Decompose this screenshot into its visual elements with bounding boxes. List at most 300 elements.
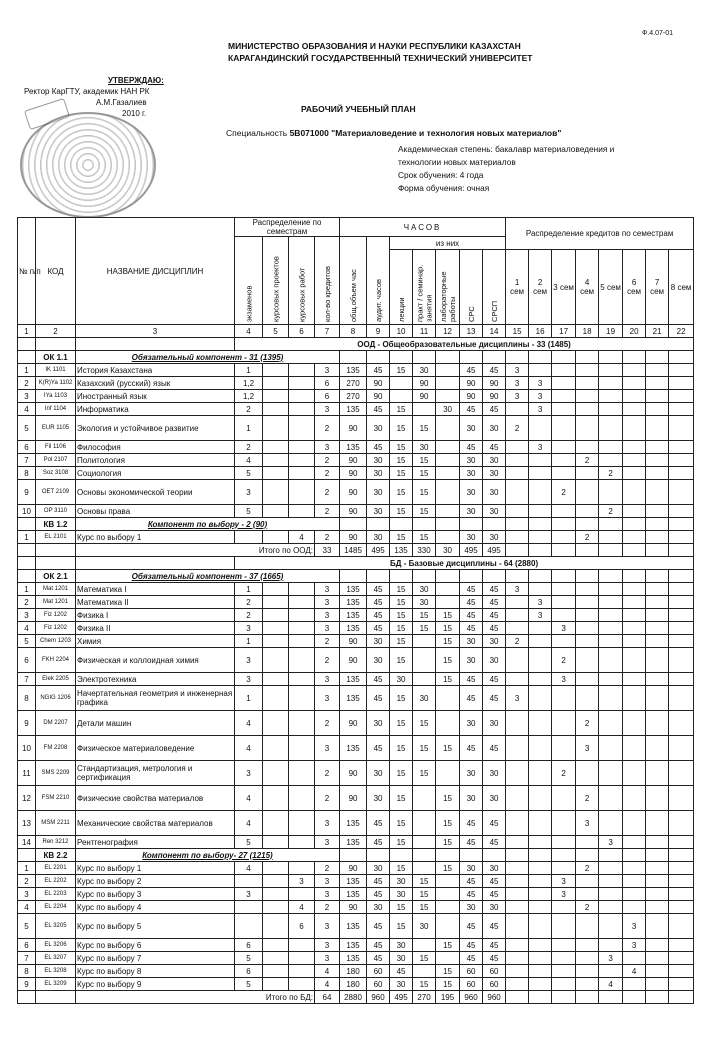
sem-3-credits [552,403,576,416]
course-work [289,761,315,786]
class-hours: 30 [367,531,390,544]
header-class-hours: аудит. часов [367,237,390,325]
course-project [263,403,289,416]
discipline-code: FKH 2204 [36,648,76,673]
exam-semester: 4 [235,711,263,736]
discipline-code: IYa 1103 [36,390,76,403]
component-header-row [18,518,694,531]
cell-empty [506,849,529,862]
header-credits: кол-во кредитов [315,237,340,325]
exam-semester: 4 [235,786,263,811]
sem-2-credits [529,901,552,914]
total-hours: 135 [340,888,367,901]
course-project [263,648,289,673]
lectures: 15 [390,836,413,849]
sem-6-credits [623,635,646,648]
srs: 45 [460,811,483,836]
sem-8-credits [669,454,694,467]
sem-7-credits [646,786,669,811]
specialty-label: Специальность [226,128,288,138]
sem-6-credits [623,403,646,416]
total-hours: 90 [340,467,367,480]
lectures: 15 [390,648,413,673]
header-lectures: лекции [390,250,413,325]
sem-2-credits [529,364,552,377]
table-row [18,622,694,635]
sem-4-credits: 2 [576,711,599,736]
discipline-name: Электротехника [76,673,235,686]
section-band-row [18,557,694,570]
sem-2-credits: 3 [529,377,552,390]
discipline-name: Курс по выбору 5 [76,914,235,939]
discipline-code: EL 2201 [36,862,76,875]
srsp: 45 [483,914,506,939]
header-srsp: СРСП [483,250,506,325]
course-work [289,390,315,403]
row-number: 1 [18,364,36,377]
sem-7-credits [646,596,669,609]
sem-5-credits [599,622,623,635]
sem-3-credits [552,836,576,849]
sem-5-credits [599,377,623,390]
exam-semester: 5 [235,505,263,518]
discipline-code: Elek 2205 [36,673,76,686]
component-header-row [18,351,694,364]
sem-1-credits [506,441,529,454]
credits: 3 [315,914,340,939]
credits: 3 [315,888,340,901]
discipline-name: Физическая и коллоидная химия [76,648,235,673]
header-semester-dist: Распределение по семестрам [235,218,340,237]
course-work [289,711,315,736]
discipline-name: Казахский (русский) язык [76,377,235,390]
srsp: 30 [483,635,506,648]
practice [413,403,436,416]
sem-2-credits: 3 [529,403,552,416]
practice: 30 [413,596,436,609]
sem-7-credits [646,978,669,991]
credits: 3 [315,622,340,635]
lectures: 30 [390,952,413,965]
section-band-row [18,338,694,351]
cell-empty [390,351,413,364]
sem-3-credits [552,914,576,939]
srs: 30 [460,711,483,736]
row-number: 11 [18,761,36,786]
class-hours: 45 [367,875,390,888]
cell-empty [390,570,413,583]
cell-empty [599,849,623,862]
sem-1-credits: 3 [506,583,529,596]
cell-empty [646,351,669,364]
sem-5-credits [599,403,623,416]
course-work [289,583,315,596]
sem-3-credits [552,377,576,390]
column-number: 13 [460,325,483,338]
row-number: 9 [18,480,36,505]
sem-5-credits [599,480,623,505]
row-number: 5 [18,635,36,648]
row-number: 7 [18,952,36,965]
sem-4-credits [576,390,599,403]
sem-2-credits [529,978,552,991]
row-number: 4 [18,622,36,635]
sem-1-credits [506,786,529,811]
total-hours: 270 [340,390,367,403]
class-hours: 30 [367,862,390,875]
class-hours: 45 [367,939,390,952]
header-labs: лабораторные работы [436,250,460,325]
cell-empty [36,338,76,351]
table-row [18,416,694,441]
sem-5-credits [599,416,623,441]
cell-empty [36,991,76,1004]
exam-semester: 6 [235,965,263,978]
table-row [18,403,694,416]
sem-2-credits: 3 [529,609,552,622]
exam-semester: 3 [235,761,263,786]
labs [436,441,460,454]
sem-1-credits [506,965,529,978]
total-value: 2880 [340,991,367,1004]
credits: 3 [315,673,340,686]
cell-empty [599,518,623,531]
approval-year: 2010 г. [122,109,147,118]
table-row [18,441,694,454]
lectures: 15 [390,505,413,518]
total-hours: 135 [340,622,367,635]
exam-semester: 6 [235,939,263,952]
srs: 60 [460,978,483,991]
discipline-name: Механические свойства материалов [76,811,235,836]
class-hours: 45 [367,441,390,454]
course-project [263,862,289,875]
exam-semester: 5 [235,952,263,965]
sem-1-credits [506,862,529,875]
cell-empty [669,518,694,531]
discipline-code: OET 2109 [36,480,76,505]
component-title: Компонент по выбору- 27 (1215) [76,849,340,862]
sem-7-credits [646,531,669,544]
lectures: 15 [390,403,413,416]
row-number: 2 [18,377,36,390]
sem-1-credits [506,467,529,480]
cell-empty [552,544,576,557]
srsp: 30 [483,786,506,811]
sem-6-credits [623,836,646,849]
practice [413,786,436,811]
sem-4-credits [576,673,599,686]
component-code: КВ 2.2 [36,849,76,862]
sem-6-credits [623,622,646,635]
lectures: 15 [390,441,413,454]
exam-semester: 3 [235,888,263,901]
class-hours: 30 [367,648,390,673]
course-work [289,939,315,952]
sem-4-credits [576,686,599,711]
class-hours: 30 [367,786,390,811]
credits: 3 [315,836,340,849]
discipline-code: Mat 1201 [36,596,76,609]
course-project [263,761,289,786]
sem-7-credits [646,761,669,786]
cell-empty [36,557,76,570]
course-project [263,875,289,888]
sem-1-credits [506,736,529,761]
discipline-name: Курс по выбору 9 [76,978,235,991]
cell-empty [669,544,694,557]
sem-3-credits [552,862,576,875]
cell-empty [552,570,576,583]
discipline-name: Курс по выбору 1 [76,862,235,875]
sem-1-credits [506,901,529,914]
sem-3-credits [552,596,576,609]
lectures: 15 [390,596,413,609]
sem-2-credits [529,952,552,965]
labs: 15 [436,939,460,952]
sem-6-credits [623,761,646,786]
sem-8-credits [669,836,694,849]
labs: 15 [436,965,460,978]
class-hours: 30 [367,480,390,505]
class-hours: 30 [367,711,390,736]
sem-6-credits [623,480,646,505]
credits: 2 [315,480,340,505]
total-hours: 135 [340,441,367,454]
total-value: 30 [436,544,460,557]
exam-semester: 1 [235,583,263,596]
class-hours: 30 [367,416,390,441]
cell-empty [669,570,694,583]
column-number: 8 [340,325,367,338]
sem-3-credits [552,505,576,518]
cell-empty [669,351,694,364]
discipline-name: Информатика [76,403,235,416]
credits: 2 [315,635,340,648]
header-course-projects: курсовых проектов [263,237,289,325]
cell-empty [483,351,506,364]
cell-empty [576,991,599,1004]
exam-semester: 3 [235,673,263,686]
total-hours: 90 [340,505,367,518]
sem-7-credits [646,686,669,711]
cell-empty [576,849,599,862]
exam-semester: 2 [235,403,263,416]
sem-4-credits [576,441,599,454]
column-number: 21 [646,325,669,338]
discipline-name: Курс по выбору 1 [76,531,235,544]
lectures: 15 [390,467,413,480]
sem-1-credits [506,531,529,544]
exam-semester: 4 [235,736,263,761]
total-hours: 135 [340,686,367,711]
credits: 2 [315,531,340,544]
practice [413,965,436,978]
sem-6-credits [623,596,646,609]
sem-6-credits [623,888,646,901]
cell-empty [646,544,669,557]
exam-semester: 4 [235,454,263,467]
exam-semester: 3 [235,622,263,635]
course-project [263,480,289,505]
srs: 60 [460,965,483,978]
component-code: ОК 1.1 [36,351,76,364]
sem-6-credits [623,673,646,686]
cell-empty [552,351,576,364]
class-hours: 30 [367,635,390,648]
discipline-code: Fiz 1202 [36,622,76,635]
sem-1-credits [506,480,529,505]
lectures: 15 [390,914,413,939]
total-hours: 90 [340,531,367,544]
total-row [18,544,694,557]
cell-empty [413,351,436,364]
course-work [289,441,315,454]
srsp: 30 [483,480,506,505]
labs [436,888,460,901]
sem-4-credits [576,505,599,518]
sem-4-credits [576,416,599,441]
sem-4-credits: 3 [576,811,599,836]
discipline-code: FSM 2210 [36,786,76,811]
discipline-name: Курс по выбору 8 [76,965,235,978]
srs: 30 [460,648,483,673]
sem-3-credits [552,467,576,480]
credits: 3 [315,583,340,596]
sem-7-credits [646,952,669,965]
cell-empty [529,570,552,583]
labs [436,952,460,965]
sem-5-credits [599,786,623,811]
cell-empty [18,518,36,531]
course-work: 4 [289,901,315,914]
discipline-code: NGIG 1206 [36,686,76,711]
sem-6-credits [623,978,646,991]
exam-semester: 1,2 [235,377,263,390]
lectures: 15 [390,531,413,544]
study-form-line: Форма обучения: очная [398,183,490,193]
sem-6-credits [623,875,646,888]
approval-name: А.М.Газалиев [96,98,147,107]
labs [436,583,460,596]
total-value: 495 [460,544,483,557]
credits: 2 [315,505,340,518]
discipline-code: Fil 1106 [36,441,76,454]
cell-empty [529,544,552,557]
discipline-name: Курс по выбору 3 [76,888,235,901]
course-project [263,888,289,901]
sem-8-credits [669,467,694,480]
credits: 2 [315,467,340,480]
table-row [18,505,694,518]
column-number: 17 [552,325,576,338]
practice: 15 [413,888,436,901]
class-hours: 45 [367,736,390,761]
sem-3-credits [552,364,576,377]
course-project [263,583,289,596]
header-num: № п/п [18,218,36,325]
srsp: 30 [483,648,506,673]
sem-7-credits [646,583,669,596]
total-value: 495 [483,544,506,557]
sem-8-credits [669,761,694,786]
sem-1-credits [506,952,529,965]
sem-5-credits [599,901,623,914]
total-hours: 90 [340,711,367,736]
sem-8-credits [669,965,694,978]
sem-8-credits [669,609,694,622]
course-work [289,786,315,811]
sem-5-credits: 2 [599,467,623,480]
sem-7-credits [646,811,669,836]
sem-2-credits [529,531,552,544]
row-number: 9 [18,978,36,991]
labs: 15 [436,978,460,991]
lectures [390,377,413,390]
srsp: 60 [483,978,506,991]
srsp: 45 [483,875,506,888]
row-number: 1 [18,583,36,596]
section-band-title: БД - Базовые дисциплины - 64 (2880) [235,557,694,570]
discipline-code: Chem 1203 [36,635,76,648]
course-project [263,673,289,686]
sem-6-credits: 3 [623,914,646,939]
course-work [289,686,315,711]
sem-1-credits [506,836,529,849]
labs: 15 [436,862,460,875]
practice [413,648,436,673]
class-hours: 45 [367,622,390,635]
practice: 15 [413,609,436,622]
sem-3-credits: 3 [552,888,576,901]
cell-empty [576,544,599,557]
class-hours: 45 [367,364,390,377]
class-hours: 45 [367,583,390,596]
srsp: 45 [483,609,506,622]
srs: 30 [460,862,483,875]
sem-5-credits [599,862,623,875]
labs: 15 [436,648,460,673]
sem-5-credits [599,888,623,901]
sem-6-credits [623,377,646,390]
discipline-code: EL 3207 [36,952,76,965]
sem-6-credits [623,786,646,811]
course-project [263,635,289,648]
sem-1-credits [506,978,529,991]
table-row [18,596,694,609]
total-hours: 135 [340,736,367,761]
srs: 30 [460,786,483,811]
srsp: 45 [483,364,506,377]
cell-empty [506,544,529,557]
sem-7-credits [646,454,669,467]
sem-1-credits [506,761,529,786]
labs [436,480,460,505]
total-hours: 135 [340,836,367,849]
column-number: 1 [18,325,36,338]
sem-5-credits: 4 [599,978,623,991]
table-row [18,364,694,377]
sem-4-credits [576,875,599,888]
discipline-code: EL 3209 [36,978,76,991]
lectures: 15 [390,736,413,761]
sem-6-credits [623,467,646,480]
discipline-name: Социология [76,467,235,480]
class-hours: 45 [367,609,390,622]
discipline-name: Физика II [76,622,235,635]
lectures: 15 [390,711,413,736]
sem-2-credits: 3 [529,596,552,609]
